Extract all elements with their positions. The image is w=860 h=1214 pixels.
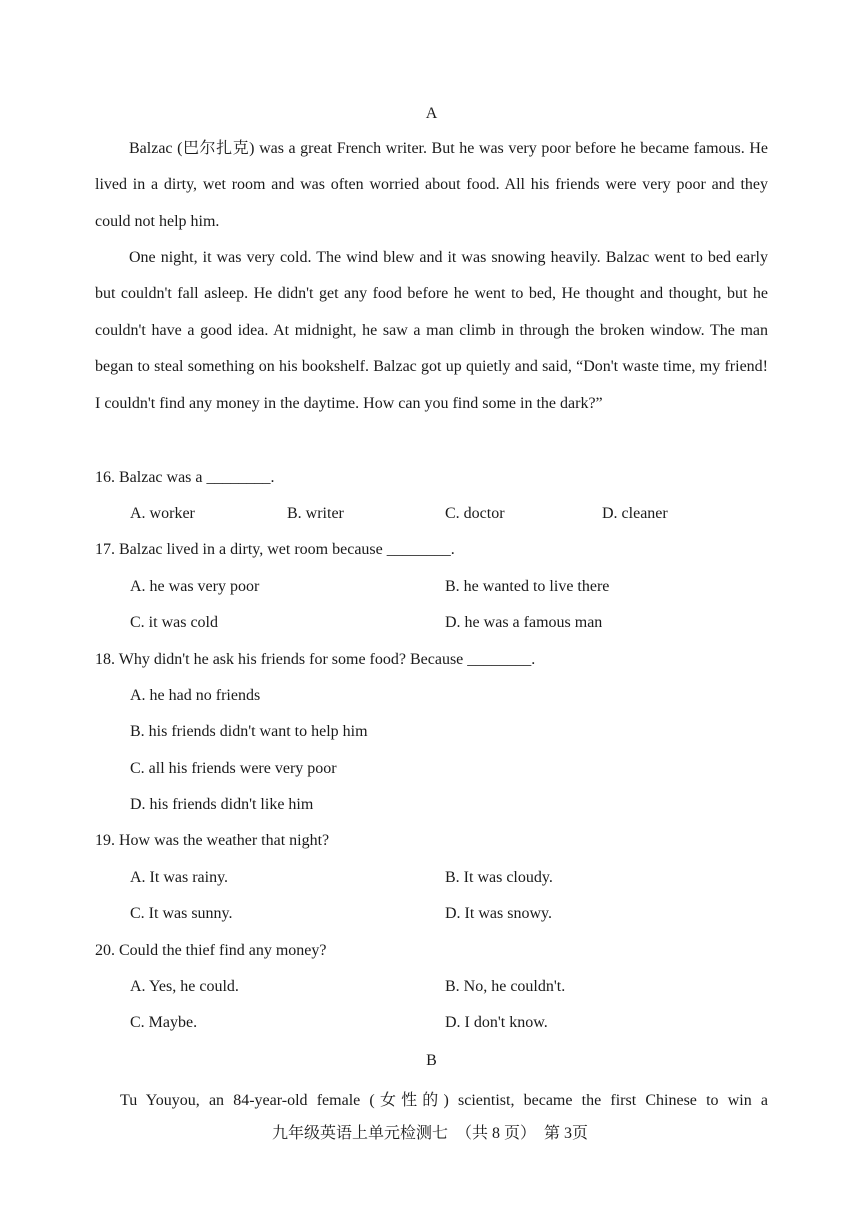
q19-option-d: D. It was snowy. [445, 905, 552, 922]
q17-option-b: B. he wanted to live there [445, 578, 610, 595]
q17-option-a: A. he was very poor [130, 578, 260, 595]
question-17: 17. Balzac lived in a dirty, wet room because ________. [95, 541, 455, 558]
question-20: 20. Could the thief find any money? [95, 942, 327, 959]
page-footer: 九年级英语上单元检测七 （共 8 页） 第 3页 [271, 1125, 588, 1142]
q20-option-a: A. Yes, he could. [130, 978, 239, 995]
section-a-heading: A [425, 105, 438, 122]
passage-b-first-line: Tu Youyou, an 84-year-old female (女性的) scientist, became the first Chinese to win a [120, 1092, 768, 1109]
passage-a-paragraph-2: One night, it was very cold. The wind blew and it was snowing heavily. Balzac went to bed early but couldn't fall asleep. He didn't get any food before he went to bed, He thought and thought, but he couldn't have a good idea. At midnight, he saw a man climb in through the broken window. The man began to steal something on his bookshelf. Balzac got up quietly and said, “Don't waste time, my friend! I couldn't find any money in the daytime. How can you find some in the dark?” [95, 249, 768, 412]
q18-option-d: D. his friends didn't like him [130, 796, 314, 813]
q19-option-a: A. It was rainy. [130, 869, 229, 886]
q17-option-c: C. it was cold [130, 614, 218, 631]
q18-option-b: B. his friends didn't want to help him [130, 723, 368, 740]
q19-option-b: B. It was cloudy. [445, 869, 553, 886]
q20-option-d: D. I don't know. [445, 1014, 548, 1031]
q19-option-c: C. It was sunny. [130, 905, 233, 922]
q16-option-d: D. cleaner [602, 505, 668, 522]
q16-option-c: C. doctor [445, 505, 505, 522]
question-18: 18. Why didn't he ask his friends for some food? Because ________. [95, 651, 536, 668]
question-16: 16. Balzac was a ________. [95, 469, 275, 486]
q16-option-a: A. worker [130, 505, 195, 522]
q20-option-c: C. Maybe. [130, 1014, 198, 1031]
question-19: 19. How was the weather that night? [95, 832, 330, 849]
section-b-heading: B [426, 1052, 437, 1069]
q16-option-b: B. writer [287, 505, 344, 522]
q17-option-d: D. he was a famous man [445, 614, 603, 631]
q18-option-c: C. all his friends were very poor [130, 760, 337, 777]
q20-option-b: B. No, he couldn't. [445, 978, 566, 995]
passage-a-paragraph-1: Balzac (巴尔扎克) was a great French writer. But he was very poor before he became famous. He lived in a dirty, wet room and was often worried about food. All his friends were very poor and they could not help him. [95, 140, 768, 230]
q18-option-a: A. he had no friends [130, 687, 261, 704]
